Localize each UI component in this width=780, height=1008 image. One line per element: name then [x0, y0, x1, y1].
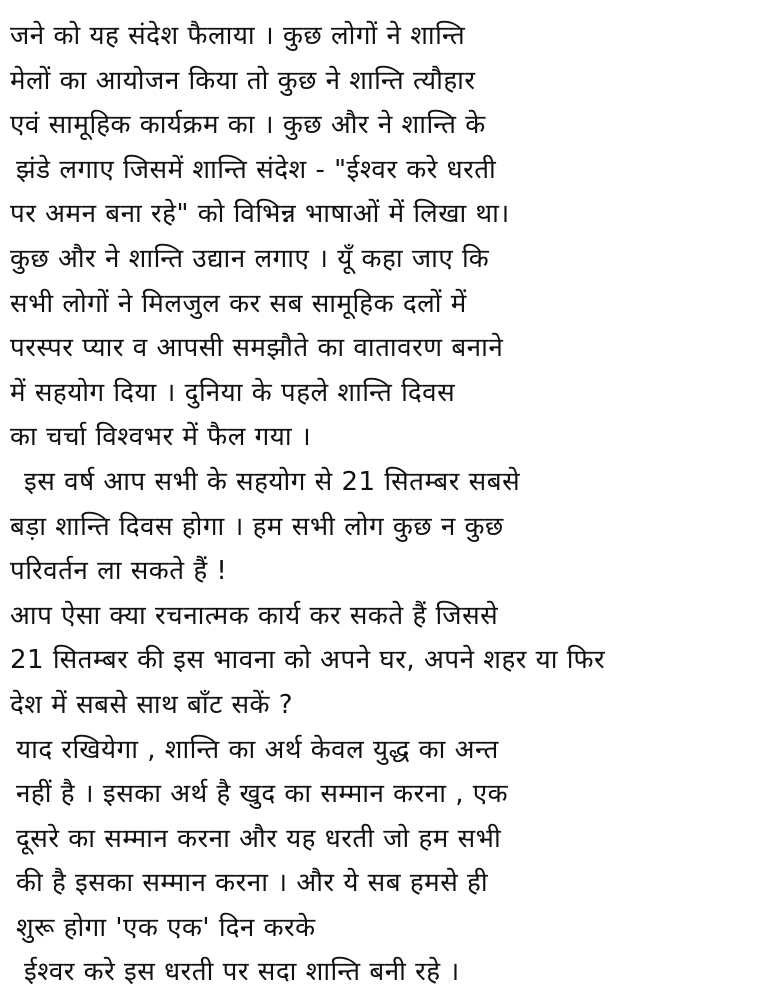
redaction-patch — [463, 907, 529, 921]
text-line: आप ऐसा क्या रचनात्मक कार्य कर सकते हैं जिससे — [10, 600, 499, 631]
text-line: झंडे लगाए जिसमें शान्ति संदेश - "ईश्वर करे धरती — [16, 154, 497, 185]
text-line: बड़ा शान्ति दिवस होगा । हम सभी लोग कुछ न कुछ — [10, 511, 504, 542]
text-line: इस वर्ष आप सभी के सहयोग से 21 सितम्बर सबसे — [24, 466, 521, 497]
text-line: का चर्चा विश्वभर में फैल गया । — [10, 422, 312, 453]
text-line: परस्पर प्यार व आपसी समझौते का वातावरण बनाने — [10, 333, 504, 364]
text-line: एवं सामूहिक कार्यक्रम का । कुछ और ने शान्ति के — [10, 110, 486, 141]
text-line: 21 सितम्बर की इस भावना को अपने घर, अपने शहर या फिर — [10, 645, 606, 676]
text-line: नहीं है । इसका अर्थ है खुद का सम्मान करना , एक — [16, 779, 509, 810]
text-line: की है इसका सम्मान करना । और ये सब हमसे ही — [16, 868, 489, 899]
letter-text — [10, 14, 770, 995]
text-line: शुरू होगा 'एक एक' दिन करके — [16, 912, 316, 943]
text-line: मेलों का आयोजन किया तो कुछ ने शान्ति त्यौहार — [10, 65, 476, 96]
text-line: में सहयोग दिया । दुनिया के पहले शान्ति दिवस — [10, 377, 456, 408]
text-line: दूसरे का सम्मान करना और यह धरती जो हम सभी — [16, 823, 502, 854]
text-line: जने को यह संदेश फैलाया । कुछ लोगों ने शान्ति — [10, 21, 466, 51]
text-line: पर अमन बना रहे" को विभिन्न भाषाओं में लिखा था। — [10, 199, 510, 230]
text-line: सभी लोगों ने मिलजुल कर सब सामूहिक दलों में — [10, 288, 467, 319]
text-line: देश में सबसे साथ बाँट सकें ? — [10, 689, 294, 720]
text-line: परिवर्तन ला सकते हैं ! — [10, 556, 228, 587]
text-line: कुछ और ने शान्ति उद्यान लगाए । यूँ कहा जाए कि — [10, 243, 490, 274]
text-line: याद रखियेगा , शान्ति का अर्थ केवल युद्ध का अन्त — [16, 734, 499, 765]
text-line: ईश्वर करे इस धरती पर सदा शान्ति बनी रहे । — [24, 957, 460, 988]
